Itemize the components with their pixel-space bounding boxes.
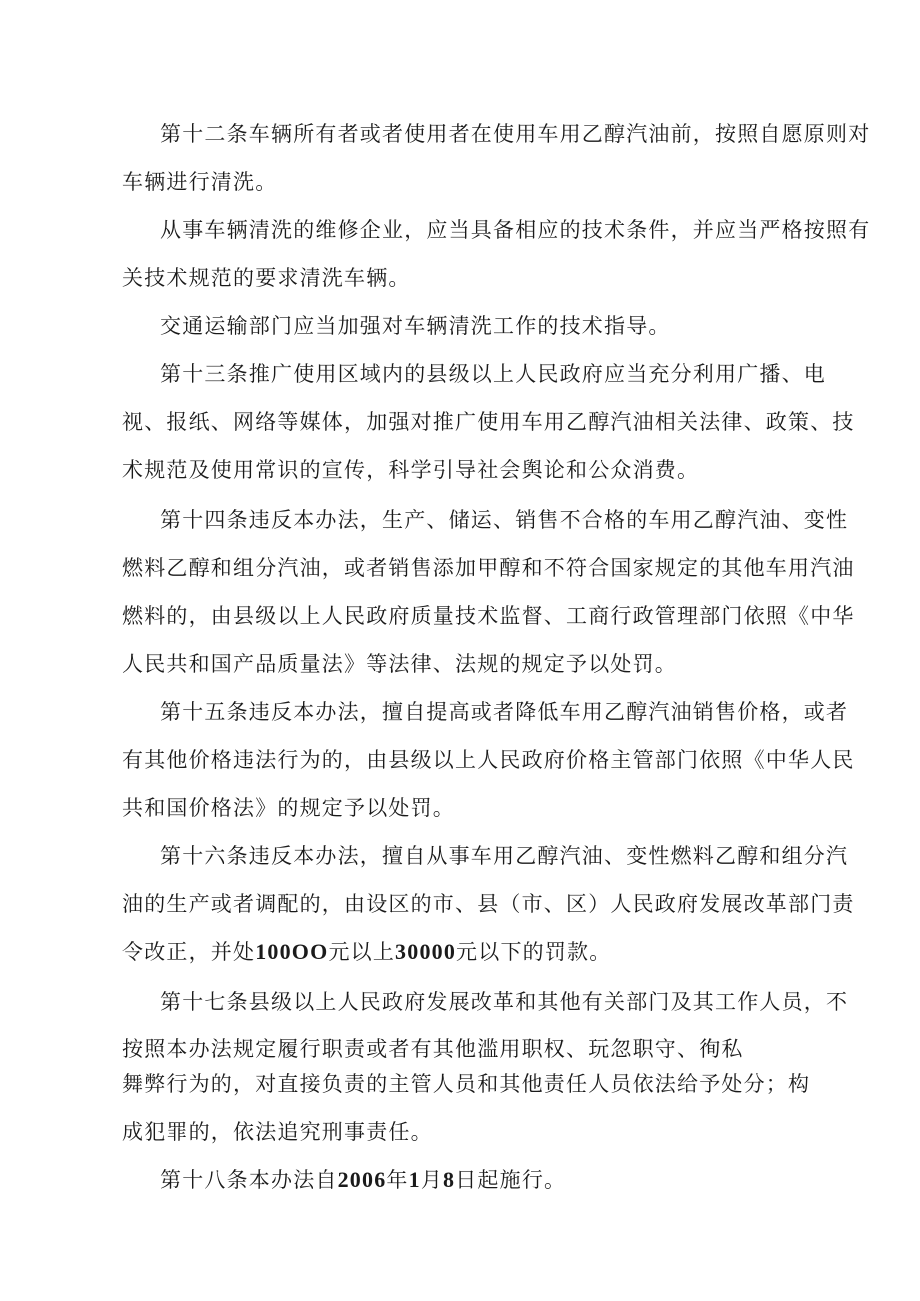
fine-text-mid: 元以上 [328, 940, 396, 964]
fine-text-pre: 令改正，并处 [122, 940, 256, 964]
article-16-line-2: 油的生产或者调配的，由设区的市、县（市、区）人民政府发展改革部门责 [122, 892, 855, 916]
article-14-line-2: 燃料乙醇和组分汽油，或者销售添加甲醇和不符合国家规定的其他车用汽油 [122, 556, 855, 580]
effective-day: 8 [443, 1167, 456, 1192]
article-12-para-3-line-1: 交通运输部门应当加强对车辆清洗工作的技术指导。 [160, 314, 671, 338]
article-17-line-3: 舞弊行为的，对直接负责的主管人员和其他责任人员依法给予处分；构 [122, 1072, 811, 1096]
article-13-line-2: 视、报纸、网络等媒体，加强对推广使用车用乙醇汽油相关法律、政策、技 [122, 410, 855, 434]
article-15-line-1: 第十五条违反本办法，擅自提高或者降低车用乙醇汽油销售价格，或者 [160, 700, 849, 724]
effective-year-unit: 年 [386, 1168, 409, 1192]
article-12-line-1: 第十二条车辆所有者或者使用者在使用车用乙醇汽油前，按照自愿原则对 [160, 122, 871, 146]
article-14-line-4: 人民共和国产品质量法》等法律、法规的规定予以处罚。 [122, 652, 677, 676]
article-12-para-2-line-1: 从事车辆清洗的维修企业，应当具备相应的技术条件，并应当严格按照有 [160, 218, 871, 242]
article-14-line-3: 燃料的，由县级以上人民政府质量技术监督、工商行政管理部门依照《中华 [122, 604, 855, 628]
effective-pre: 第十八条本办法自 [160, 1168, 338, 1192]
article-12-para-2-line-2: 关技术规范的要求清洗车辆。 [122, 266, 411, 290]
effective-day-unit: 日起施行。 [455, 1168, 567, 1192]
fine-amount-min: 100OO [255, 939, 329, 964]
article-14-line-1: 第十四条违反本办法，生产、储运、销售不合格的车用乙醇汽油、变性 [160, 508, 849, 532]
article-12-line-2: 车辆进行清洗。 [122, 170, 278, 194]
article-17-line-4: 成犯罪的，依法追究刑事责任。 [122, 1120, 433, 1144]
fine-amount-max: 30000 [395, 939, 457, 964]
effective-month-unit: 月 [420, 1168, 444, 1192]
article-13-line-3: 术规范及使用常识的宣传，科学引导社会舆论和公众消费。 [122, 458, 700, 482]
article-17-line-2: 按照本办法规定履行职责或者有其他滥用职权、玩忽职守、徇私 [122, 1037, 744, 1061]
article-18-line-1 [160, 1168, 566, 1192]
article-13-line-1: 第十三条推广使用区域内的县级以上人民政府应当充分利用广播、电 [160, 362, 826, 386]
article-15-line-2: 有其他价格违法行为的，由县级以上人民政府价格主管部门依照《中华人民 [122, 748, 855, 772]
article-17-line-1: 第十七条县级以上人民政府发展改革和其他有关部门及其工作人员，不 [160, 990, 849, 1014]
fine-text-post: 元以下的罚款。 [456, 940, 612, 964]
effective-month: 1 [408, 1167, 421, 1192]
article-16-line-1: 第十六条违反本办法，擅自从事车用乙醇汽油、变性燃料乙醇和组分汽 [160, 844, 849, 868]
effective-year: 2006 [337, 1167, 387, 1192]
article-15-line-3: 共和国价格法》的规定予以处罚。 [122, 796, 455, 820]
article-16-line-3 [122, 940, 611, 964]
